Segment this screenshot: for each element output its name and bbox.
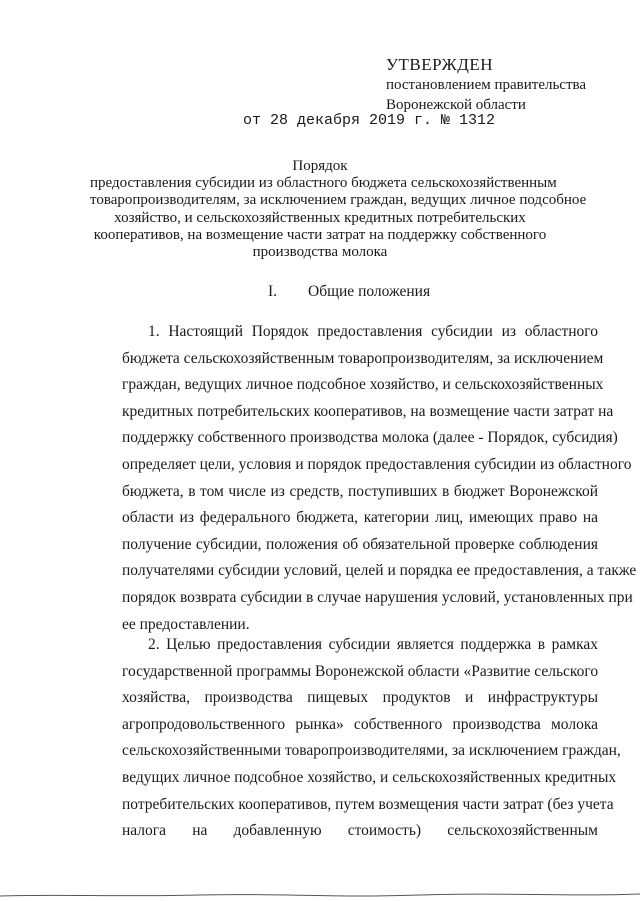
title-line: товаропроизводителям, за исключением граждан, ведущих личное подсобное [90,192,587,209]
paragraph-line: бюджета, в том числе из средств, поступивших в бюджет Воронежской [122,482,598,500]
paragraph-line: государственной программы Воронежской области «Развитие сельского [122,662,599,680]
paragraph-line: 1. Настоящий Порядок предоставления субсидии из областного [148,323,598,340]
paragraph-line: сельскохозяйственными товаропроизводителями, за исключением граждан, [122,742,621,760]
paragraph-line: хозяйства, производства пищевых продуктов и инфраструктуры [122,689,598,707]
document-title [90,158,587,261]
paragraph-line: поддержку собственного производства молока (далее - Порядок, субсидия) [122,429,618,447]
approval-authority: постановлением правительства [386,77,587,93]
scan-edge-artifact [0,890,640,901]
paragraph-line: ведущих личное подсобное хозяйство, и сельскохозяйственных кредитных [122,768,617,786]
title-line: производства молока [252,244,388,261]
paragraph-1 [122,319,637,638]
paragraph-line: получателями субсидии условий, целей и порядка ее предоставления, а также [122,562,637,580]
title-line: предоставления субсидии из областного бюджета сельскохозяйственным [90,175,557,192]
title-line: кооперативов, на возмещение части затрат на поддержку собственного [93,226,547,243]
approval-title: УТВЕРЖДЕН [386,55,493,74]
paragraph-line: получение субсидии, положения об обязательной проверке соблюдения [122,535,598,553]
paragraph-line: области из федерального бюджета, категории лиц, имеющих право на [122,509,598,527]
paragraph-line: порядок возврата субсидии в случае нарушения условий, установленных при [122,588,633,606]
section-number: I. [268,283,278,300]
paragraph-2 [122,632,621,845]
approval-date-number: от 28 декабря 2019 г. № 1312 [243,112,496,129]
paragraph-line: агропродовольственного рынка» собственного производства молока [122,715,598,733]
paragraph-line: граждан, ведущих личное подсобное хозяйство, и сельскохозяйственных [122,376,604,394]
paragraph-line: налога на добавленную стоимость) сельскохозяйственным [122,822,598,840]
title-line: хозяйство, и сельскохозяйственных кредитных потребительских [114,209,526,226]
paragraph-line: бюджета сельскохозяйственным товаропроизводителям, за исключением [122,349,604,367]
paragraph-line: определяет цели, условия и порядок предоставления субсидии из областного [122,455,632,473]
section-heading [268,282,430,302]
paragraph-line: кредитных потребительских кооперативов, на возмещение части затрат на [122,402,614,420]
paragraph-line: потребительских кооперативов, путем возмещения части затрат (без учета [122,795,614,813]
paragraph-line: 2. Целью предоставления субсидии является поддержка в рамках [148,636,598,653]
approval-region: Воронежской области [386,97,526,113]
paragraph-line: ее предоставлении. [122,615,250,633]
approval-block [386,55,626,115]
title-line: Порядок [292,158,348,174]
section-title: Общие положения [308,283,431,300]
